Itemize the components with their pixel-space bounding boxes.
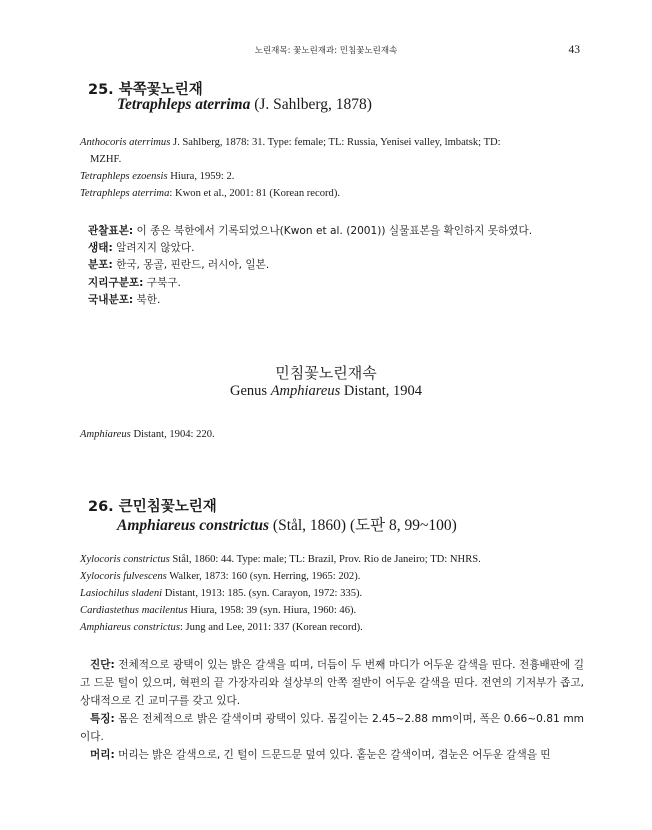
species-25-info	[88, 223, 532, 309]
synonym-entry: Xylocoris constrictus Stål, 1860: 44. Type: male; TL: Brazil, Prov. Rio de Janeiro; TD: NHRS.	[80, 554, 481, 565]
paragraph-characteristics: 특징: 몸은 전체적으로 밝은 갈색이며 광택이 있다. 몸길이는 2.45~2.88 mm이며, 폭은 0.66~0.81 mm이다.	[80, 713, 584, 743]
synonym-entry-continuation: MZHF.	[90, 154, 122, 165]
info-row-distribution: 분포: 한국, 몽골, 핀란드, 러시아, 일본.	[88, 259, 270, 272]
species-25-author: (J. Sahlberg, 1878)	[250, 96, 372, 113]
genus-title-scientific: Genus Amphiareus Distant, 1904	[230, 383, 422, 399]
species-25-synonymy	[80, 134, 580, 202]
synonym-entry: Cardiastethus macilentus Hiura, 1958: 39 (syn. Hiura, 1960: 46).	[80, 605, 357, 616]
paragraph-head: 머리: 머리는 밝은 갈색으로, 긴 털이 드문드문 덮여 있다. 홑눈은 갈색이며, 겹눈은 어두운 갈색을 띤	[90, 749, 551, 761]
info-row-specimens: 관찰표본: 이 종은 북한에서 기록되었으나(Kwon et al. (2001)) 실물표본을 확인하지 못하였다.	[88, 225, 533, 237]
species-25-scientific-name	[117, 96, 372, 114]
synonym-entry: Lasiochilus sladeni Distant, 1913: 185. (syn. Carayon, 1972: 335).	[80, 588, 363, 599]
species-26-synonymy	[80, 551, 580, 636]
synonym-entry: Amphiareus constrictus: Jung and Lee, 2011: 337 (Korean record).	[80, 622, 363, 633]
info-row-ecology: 생태: 알려지지 않았다.	[88, 242, 195, 255]
synonym-entry: Tetraphleps aterrima: Kwon et al., 2001: 81 (Korean record).	[80, 188, 340, 199]
synonym-entry: Xylocoris fulvescens Walker, 1873: 160 (syn. Herring, 1965: 202).	[80, 571, 361, 582]
species-25-heading: 25. 북쪽꽃노린재	[88, 82, 203, 98]
paragraph-diagnosis: 진단: 전체적으로 광택이 있는 밝은 갈색을 띠며, 더듬이 두 번째 마디가 어두운 갈색을 띤다. 전흉배판에 길고 드문 털이 있으며, 혁편의 끝 가장자리와 설상부의 안쪽 절반이 어두운 갈색을 띤다. 전연의 기저부가 좁고, 상대적으로 긴 교미구를 갖고 있다.	[80, 659, 584, 707]
species-26-binomial: Amphiareus constrictus	[117, 517, 270, 534]
synonym-entry: Tetraphleps ezoensis Hiura, 1959: 2.	[80, 171, 235, 182]
page-number: 43	[568, 44, 580, 56]
species-26-scientific-name	[117, 513, 457, 535]
synonym-entry: Anthocoris aterrimus J. Sahlberg, 1878: 31. Type: female; TL: Russia, Yenisei valley, lmbatsk; TD:	[80, 137, 501, 148]
genus-title-korean: 민침꽃노린재속	[275, 364, 377, 382]
species-26-heading: 26. 큰민침꽃노린재	[88, 499, 217, 515]
genus-citation: Amphiareus Distant, 1904: 220.	[80, 429, 215, 440]
info-row-zoogeography: 지리구분포: 구북구.	[88, 276, 181, 289]
species-26-description	[80, 656, 584, 764]
species-26-author: (Stål, 1860) (도판 8, 99~100)	[269, 517, 457, 534]
running-header: 노린재목: 꽃노린재과: 민침꽃노린재속	[254, 46, 398, 56]
info-row-domestic-distribution: 국내분포: 북한.	[88, 293, 161, 306]
species-25-binomial: Tetraphleps aterrima	[117, 96, 251, 113]
